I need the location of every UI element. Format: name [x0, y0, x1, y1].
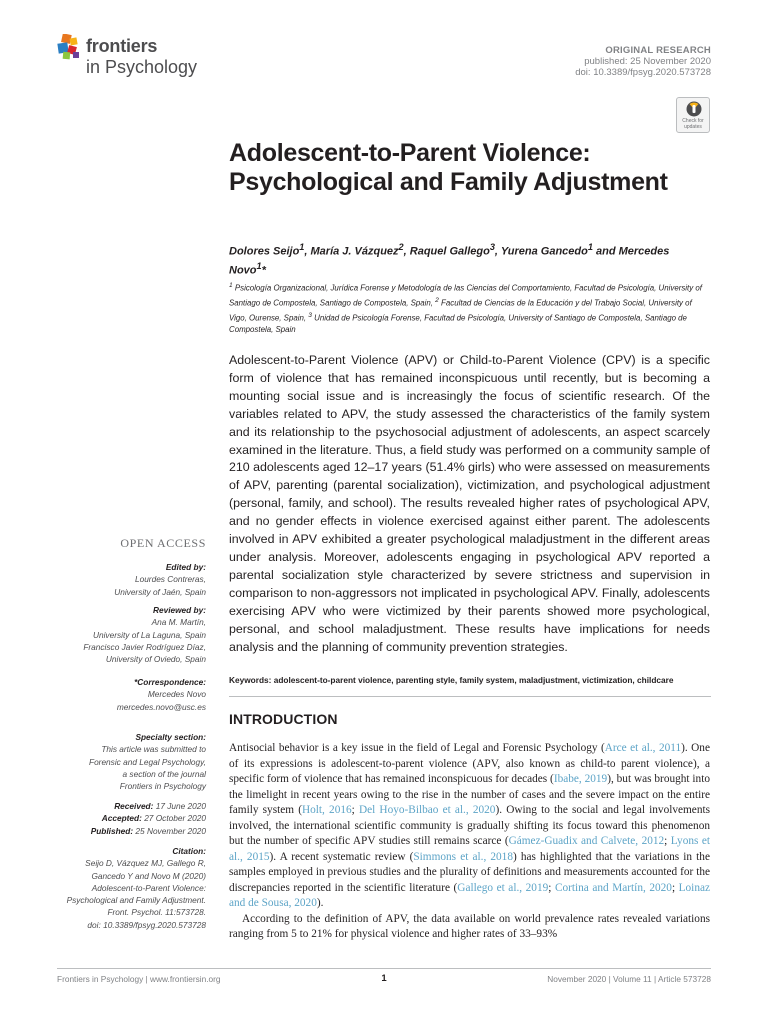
- received-date: [40, 800, 206, 812]
- affiliations: $^1$ Psicología Organizacional, Jurídica Forense y Metodología de las Ciencias del Comportamiento, Facultad de Psicología, University of Santiago de Compostela, Santiago de Compostela, Spain, $^2$ Facultad de Ciencias de la Educación y del Trabajo Social, University of Vigo, Ourense, Spain, $^3$ Unidad de Psicología Forense, Facultad de Psicología, University of Santiago de Compostela, Santiago de Compostela, Spain: [229, 282, 702, 335]
- correspondence-block: [40, 676, 206, 713]
- footer-issue-info: November 2020 | Volume 11 | Article 573728: [547, 974, 711, 984]
- reviewer-affiliation: University of La Laguna, Spain: [92, 629, 206, 640]
- check-updates-icon: [677, 98, 711, 120]
- intro-paragraph-1: Antisocial behavior is a key issue in the field of Legal and Forensic Psychology (Arce et al., 2011). One of its expressions is adolescent-to-parent violence (APV, also known as child-to parent violence), a specific form of violence that has remained inconspicuous for decades (Ibabe, 2019), but was brought into the limelight in recent years owing to the rise in the number of cases and the severe impact on the entire family system (Holt, 2016; Del Hoyo-Bilbao et al., 2020). Owing to the social and legal involvements involved, the international scientific community is gradually shifting its focus toward this phenomenon but the number of specific APV studies still remains scarce (Gámez-Guadix and Calvete, 2012; Lyons et al., 2015). A recent systematic review (Simmons et al., 2018) has highlighted that the variations in the samples employed in previous studies and the plurality of definitions and measurements accounted for the discrepancies reported in the scientific literature (Gallego et al., 2019; Cortina and Martín, 2020; Loinaz and de Sousa, 2020).: [229, 742, 711, 909]
- specialty-block: [40, 731, 206, 792]
- article-meta: [575, 45, 711, 78]
- accepted-label: Accepted:: [101, 813, 142, 824]
- dates-block: [40, 800, 206, 837]
- keywords: Keywords: adolescent-to-parent violence, parenting style, family system, maladjustment, victimization, childcare: [229, 675, 674, 685]
- article-title: Adolescent-to-Parent Violence: Psychological and Family Adjustment: [229, 139, 668, 196]
- received-value: 17 June 2020: [155, 801, 206, 811]
- citation-line: Seijo D, Vázquez MJ, Gallego R,: [85, 858, 206, 869]
- edited-by-block: [40, 561, 206, 598]
- citation-block: [40, 845, 206, 931]
- journal-subtitle: in Psychology: [86, 57, 198, 77]
- correspondence-label: *Correspondence:: [134, 677, 206, 687]
- citation-line: Psychological and Family Adjustment.: [66, 895, 206, 906]
- section-heading-introduction: INTRODUCTION: [229, 711, 338, 727]
- specialty-line: Frontiers in Psychology: [119, 781, 206, 792]
- article-doi[interactable]: doi: 10.3389/fpsyg.2020.573728: [575, 67, 711, 78]
- check-for-updates-button[interactable]: [676, 97, 710, 133]
- published-date: published: 25 November 2020: [584, 56, 711, 67]
- journal-logo[interactable]: [57, 34, 207, 82]
- specialty-line: Forensic and Legal Psychology,: [89, 756, 206, 767]
- check-updates-label: Check for updates: [682, 118, 704, 130]
- footer-divider: [57, 968, 711, 969]
- reviewed-by-block: [40, 604, 206, 665]
- introduction-body: [229, 741, 710, 943]
- intro-paragraph-2: According to the definition of APV, the data available on world prevalence rates revealed variations ranging from 5 to 21% for physical violence and higher rates of 33–93%: [229, 912, 710, 940]
- reviewer-name[interactable]: Francisco Javier Rodríguez Díaz,: [83, 641, 206, 652]
- citation-line: Gancedo Y and Novo M (2020): [91, 870, 206, 881]
- citation-line: Front. Psychol. 11:573728.: [107, 907, 206, 918]
- article-type: ORIGINAL RESEARCH: [605, 45, 711, 56]
- correspondence-name: Mercedes Novo: [147, 689, 206, 700]
- published-label: Published:: [90, 825, 134, 836]
- footer-journal-link[interactable]: Frontiers in Psychology | www.frontiersin.org: [57, 974, 221, 984]
- reviewed-by-label: Reviewed by:: [152, 605, 206, 615]
- editor-name[interactable]: Lourdes Contreras,: [134, 574, 206, 585]
- citation-doi-link[interactable]: doi: 10.3389/fpsyg.2020.573728: [87, 919, 206, 930]
- abstract: Adolescent-to-Parent Violence (APV) or Child-to-Parent Violence (CPV) is a specific form of violence that has remained inconspicuous until recently, but is becoming a mounting social issue and is increasingly the focus of scientific research. Of the variables related to APV, the study assessed the characteristics of the family system and its relationship to the psychosocial adjustment of adolescents, an aspect scarcely examined in the literature. Thus, a field study was performed on a community sample of 210 adolescents aged 12–17 years (51.4% girls) who were assessed on measurements of APV, parenting (parental socialization), victimization, and psychological adjustment (personal, family, and school). The results revealed higher rates of psychological APV, and no gender effects in violence exercised against either parent. The adolescents involved in APV exhibited a greater psychological maladjustment in the different areas under analysis. Moreover, adolescents engaging in psychological APV reported a parental socialization style characterized by severe strictness and supervision in comparison to non-aggressors not implicated in psychological APV. Finally, adolescents exercising APV who were victimized by their parents showed more psychological, personal, and school maladjustment. These results have implications for needs analysis and the planning of community prevention strategies.: [229, 353, 710, 654]
- specialty-line: a section of the journal: [122, 768, 206, 779]
- author-list[interactable]: Dolores Seijo$^1$, María J. Vázquez$^2$, Raquel Gallego$^3$, Yurena Gancedo$^1$ and Mercedes Novo$^1$*: [229, 242, 670, 277]
- accepted-date: [40, 812, 206, 824]
- published-value: 25 November 2020: [135, 825, 206, 836]
- reviewer-affiliation: University of Oviedo, Spain: [105, 654, 206, 665]
- reviewer-name[interactable]: Ana M. Martín,: [151, 617, 206, 628]
- open-access-label: OPEN ACCESS: [120, 536, 206, 550]
- citation-label: Citation:: [172, 846, 206, 856]
- accepted-value: 27 October 2020: [144, 813, 206, 824]
- edited-by-label: Edited by:: [165, 562, 206, 572]
- page-number: 1: [381, 973, 387, 984]
- published-date-side: [40, 825, 206, 837]
- editor-affiliation: University of Jaén, Spain: [114, 586, 206, 597]
- frontiers-logo-icon: [57, 34, 83, 60]
- correspondence-email-link[interactable]: mercedes.novo@usc.es: [116, 701, 206, 712]
- journal-brand: frontiers: [86, 36, 158, 56]
- received-label: Received:: [114, 801, 154, 811]
- keywords-divider: [229, 696, 711, 697]
- specialty-label: Specialty section:: [135, 732, 206, 742]
- citation-line: Adolescent-to-Parent Violence:: [91, 882, 206, 893]
- specialty-line: This article was submitted to: [101, 744, 206, 755]
